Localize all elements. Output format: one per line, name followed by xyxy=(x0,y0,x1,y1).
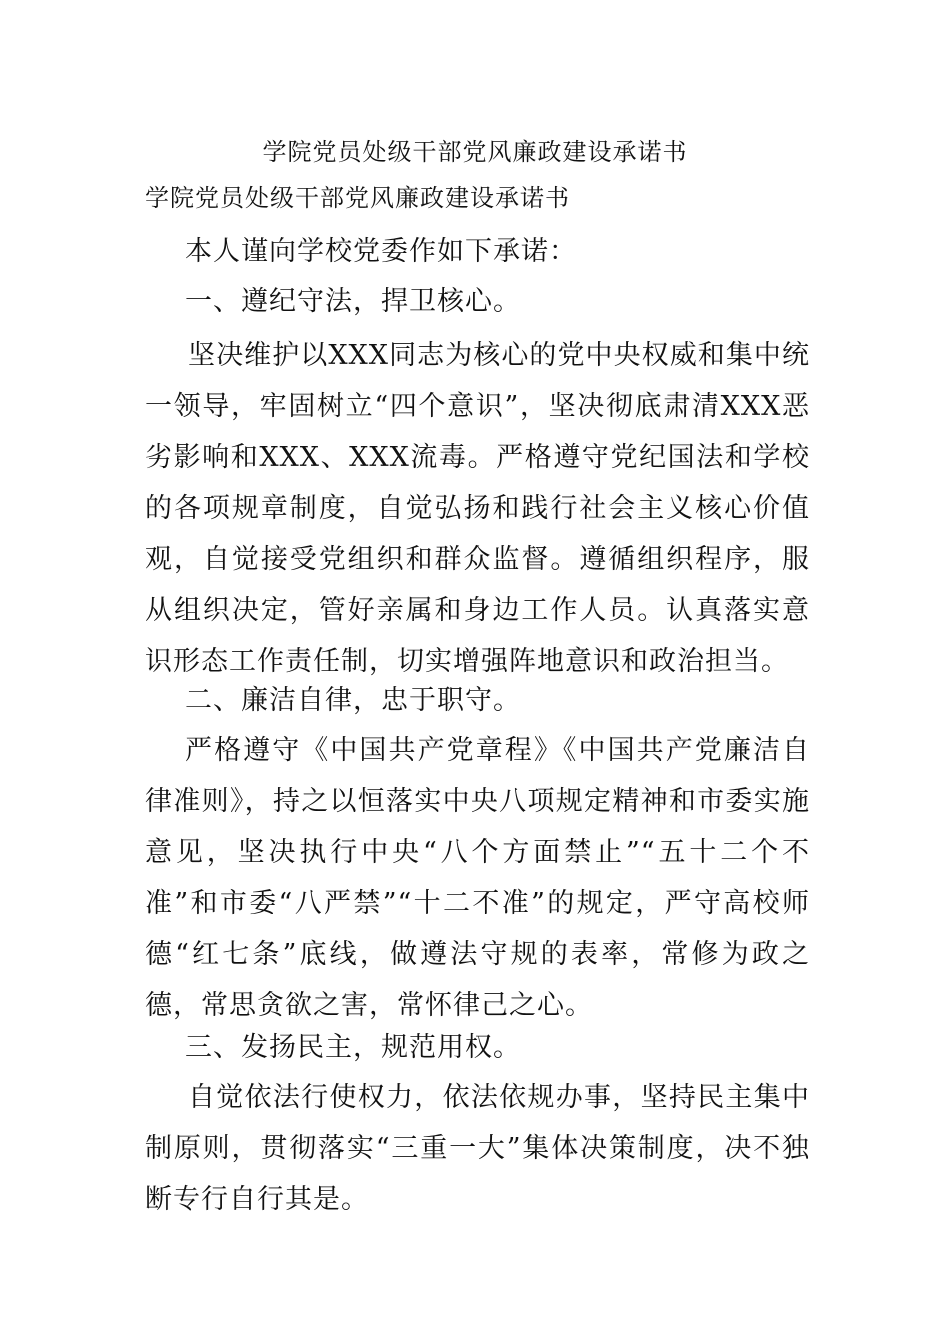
section-heading-1: 一、遵纪守法，捍卫核心。 xyxy=(185,286,521,317)
section-paragraph-3: 自觉依法行使权力，依法依规办事，坚持民主集中制原则，贯彻落实“三重一大”集体决策制度，决不独断专行自行其是。 xyxy=(145,1082,810,1215)
intro-paragraph: 本人谨向学校党委作如下承诺： xyxy=(185,236,577,267)
section-heading-3: 三、发扬民主，规范用权。 xyxy=(185,1032,521,1063)
section-heading-2: 二、廉洁自律，忠于职守。 xyxy=(185,685,521,716)
section-paragraph-2: 严格遵守《中国共产党章程》《中国共产党廉洁自律准则》，持之以恒落实中央八项规定精神和市委实施意见，坚决执行中央“八个方面禁止”“五十二个不准”和市委“八严禁”“十二不准”的规定，严守高校师德“红七条”底线，做遵法守规的表率，常修为政之德，常思贪欲之害，常怀律己之心。 xyxy=(145,735,810,1021)
document-subtitle: 学院党员处级干部党风廉政建设承诺书 xyxy=(145,184,570,212)
section-paragraph-1: 坚决维护以XXX同志为核心的党中央权威和集中统一领导，牢固树立“四个意识”，坚决彻底肃清XXX恶劣影响和XXX、XXX流毒。严格遵守党纪国法和学校的各项规章制度，自觉弘扬和践行社会主义核心价值观，自觉接受党组织和群众监督。遵循组织程序，服从组织决定，管好亲属和身边工作人员。认真落实意识形态工作责任制，切实增强阵地意识和政治担当。 xyxy=(145,340,810,677)
document-title: 学院党员处级干部党风廉政建设承诺书 xyxy=(262,138,688,166)
